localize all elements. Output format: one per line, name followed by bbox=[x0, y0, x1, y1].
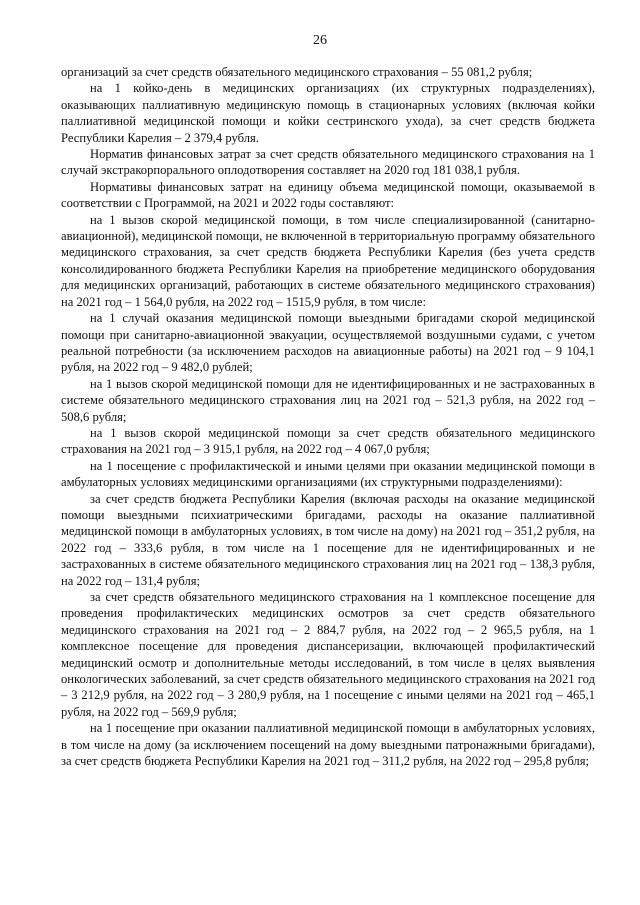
paragraph: на 1 вызов скорой медицинской помощи для не идентифицированных и не застрахованных в системе обязательного медицинского страхования лиц на 2021 год – 521,3 рубля, на 2022 год – 508,6 рубля; bbox=[61, 376, 595, 424]
paragraph: на 1 вызов скорой медицинской помощи за счет средств обязательного медицинского страхования на 2021 год – 3 915,1 рубля, на 2022 год – 4 067,0 рубля; bbox=[61, 425, 595, 457]
paragraph: на 1 койко-день в медицинских организациях (их структурных подразделениях), оказывающих паллиативную медицинскую помощь в стационарных условиях (включая койки паллиативной медицинской помощи и койки сестринского ухода), за счет средств бюджета Республики Карелия – 2 379,4 рубля. bbox=[61, 81, 595, 145]
paragraph: на 1 случай оказания медицинской помощи выездными бригадами скорой медицинской помощи при санитарно-авиационной эвакуации, осуществляемой воздушными судами, с учетом реальной потребности (за исключением расходов на авиационные работы) на 2021 год – 9 104,1 рубля, на 2022 год – 9 482,0 рублей; bbox=[61, 311, 595, 375]
paragraph: на 1 посещение при оказании паллиативной медицинской помощи в амбулаторных условиях, в том числе на дому (за исключением посещений на дому выездными патронажными бригадами), за счет средств бюджета Республики Карелия на 2021 год – 311,2 рубля, на 2022 год – 295,8 рубля; bbox=[61, 721, 595, 769]
paragraph: на 1 вызов скорой медицинской помощи, в том числе специализированной (санитарно-авиационной), медицинской помощи, не включенной в территориальную программу обязательного медицинского страхования, за счет средств бюджета Республики Карелия (без учета средств консолидированного бюджета Республики Карелия на приобретение медицинского оборудования для медицинских организаций, работающих в системе обязательного медицинского страхования) на 2021 год – 1 564,0 рубля, на 2022 год – 1515,9 рубля, в том числе: bbox=[61, 212, 595, 309]
document-body bbox=[61, 64, 595, 769]
paragraph: на 1 посещение с профилактической и иными целями при оказании медицинской помощи в амбулаторных условиях медицинскими организациями (их структурными подразделениями): bbox=[61, 458, 595, 490]
paragraph-continuation: организаций за счет средств обязательного медицинского страхования – 55 081,2 рубля; bbox=[61, 65, 533, 79]
paragraph: за счет средств бюджета Республики Карелия (включая расходы на оказание медицинской помощи выездными психиатрическими бригадами, расходы на оказание паллиативной медицинской помощи в амбулаторных условиях, в том числе на дому) на 2021 год – 351,2 рубля, на 2022 год – 333,6 рубля, в том числе на 1 посещение для не идентифицированных и не застрахованных в системе обязательного медицинского страхования лиц на 2021 год – 138,3 рубля, на 2022 год – 131,4 рубля; bbox=[61, 491, 595, 588]
page-number: 26 bbox=[313, 33, 327, 48]
paragraph: Норматив финансовых затрат за счет средств обязательного медицинского страхования на 1 случай экстракорпорального оплодотворения составляет на 2020 год 181 038,1 рубля. bbox=[61, 147, 595, 178]
paragraph: за счет средств обязательного медицинского страхования на 1 комплексное посещение для проведения профилактических медицинских осмотров за счет средств обязательного медицинского страхования на 2021 год – 2 884,7 рубля, на 2022 год – 2 965,5 рубля, на 1 комплексное посещение для проведения диспансеризации, включающей профилактический медицинский осмотр и дополнительные методы исследований, в том числе в целях выявления онкологических заболеваний, за счет средств обязательного медицинского страхования на 2021 год – 3 212,9 рубля, на 2022 год – 3 280,9 рубля, на 1 посещение с иными целями на 2021 год – 465,1 рубля, на 2022 год – 569,9 рубля; bbox=[61, 590, 595, 719]
paragraph: Нормативы финансовых затрат на единицу объема медицинской помощи, оказываемой в соответствии с Программой, на 2021 и 2022 годы составляют: bbox=[61, 179, 595, 211]
